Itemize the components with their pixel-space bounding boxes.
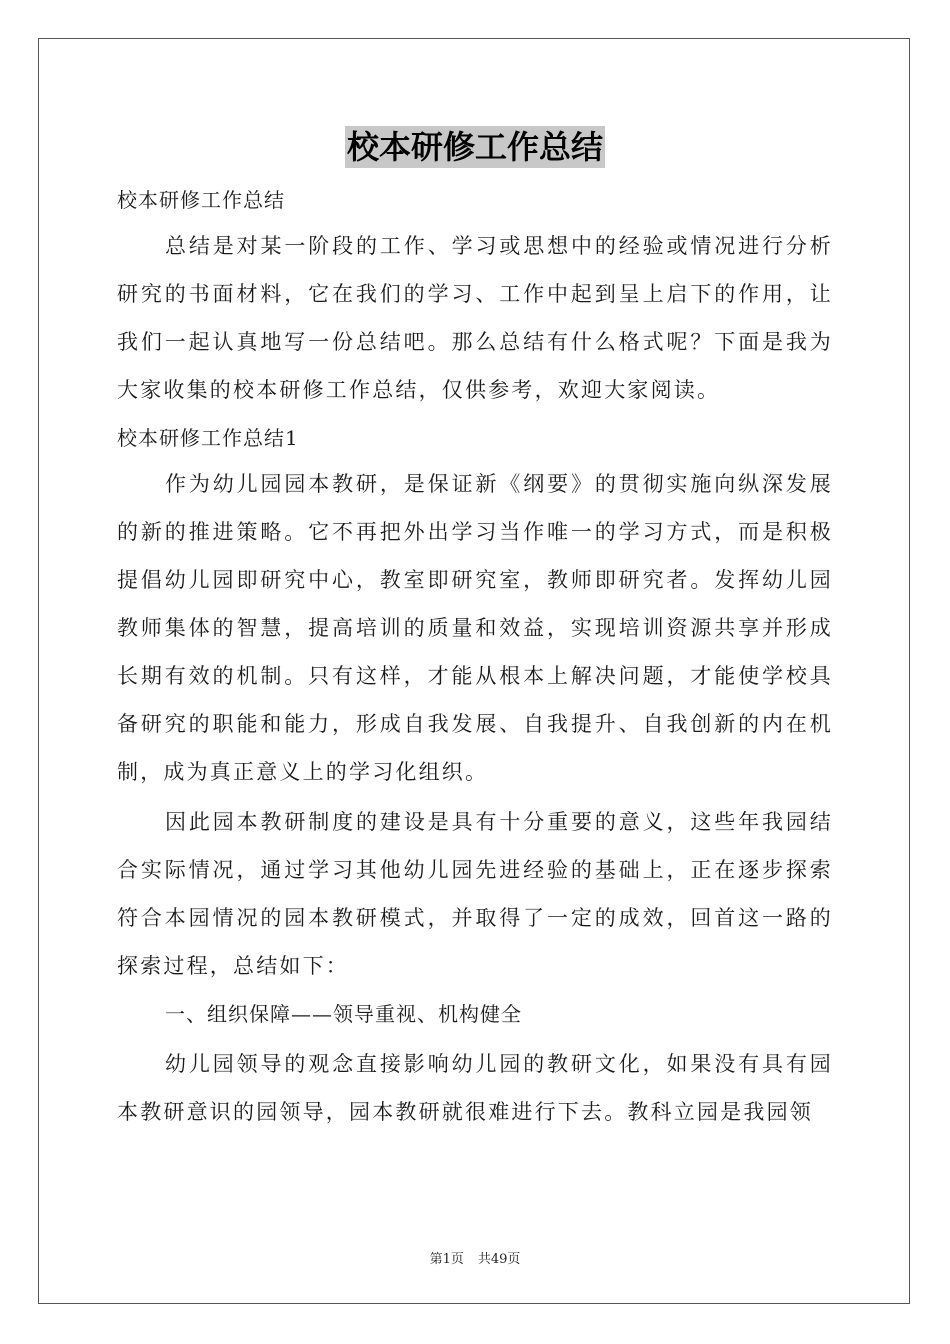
title-area [0,126,950,168]
body-paragraph-3: 幼儿园领导的观念直接影响幼儿园的教研文化，如果没有具有园本教研意识的园领导，园本教研就很难进行下去。教科立园是我园领 [117,1052,833,1124]
section-heading: 校本研修工作总结1 [117,426,299,450]
document-subtitle: 校本研修工作总结 [117,188,285,212]
page-number: 第1页 [429,1252,464,1267]
page-total: 共49页 [477,1252,521,1267]
intro-paragraph: 总结是对某一阶段的工作、学习或思想中的经验或情况进行分析研究的书面材料，它在我们的学习、工作中起到呈上启下的作用，让我们一起认真地写一份总结吧。那么总结有什么格式呢？下面是我为大家收集的校本研修工作总结，仅供参考，欢迎大家阅读。 [117,234,833,402]
body-paragraph-2: 因此园本教研制度的建设是具有十分重要的意义，这些年我园结合实际情况，通过学习其他幼儿园先进经验的基础上，正在逐步探索符合本园情况的园本教研模式，并取得了一定的成效，回首这一路的探索过程，总结如下： [117,810,833,978]
document-title: 校本研修工作总结 [346,128,603,166]
document-body [117,178,833,1138]
body-paragraph-1: 作为幼儿园园本教研，是保证新《纲要》的贯彻实施向纵深发展的新的推进策略。它不再把外出学习当作唯一的学习方式，而是积极提倡幼儿园即研究中心，教室即研究室，教师即研究者。发挥幼儿园教师集体的智慧，提高培训的质量和效益，实现培训资源共享并形成长期有效的机制。只有这样，才能从根本上解决问题，才能使学校具备研究的职能和能力，形成自我发展、自我提升、自我创新的内在机制，成为真正意义上的学习化组织。 [117,472,833,784]
page-footer [0,1248,950,1267]
subheading-1: 一、组织保障——领导重视、机构健全 [165,1002,522,1026]
